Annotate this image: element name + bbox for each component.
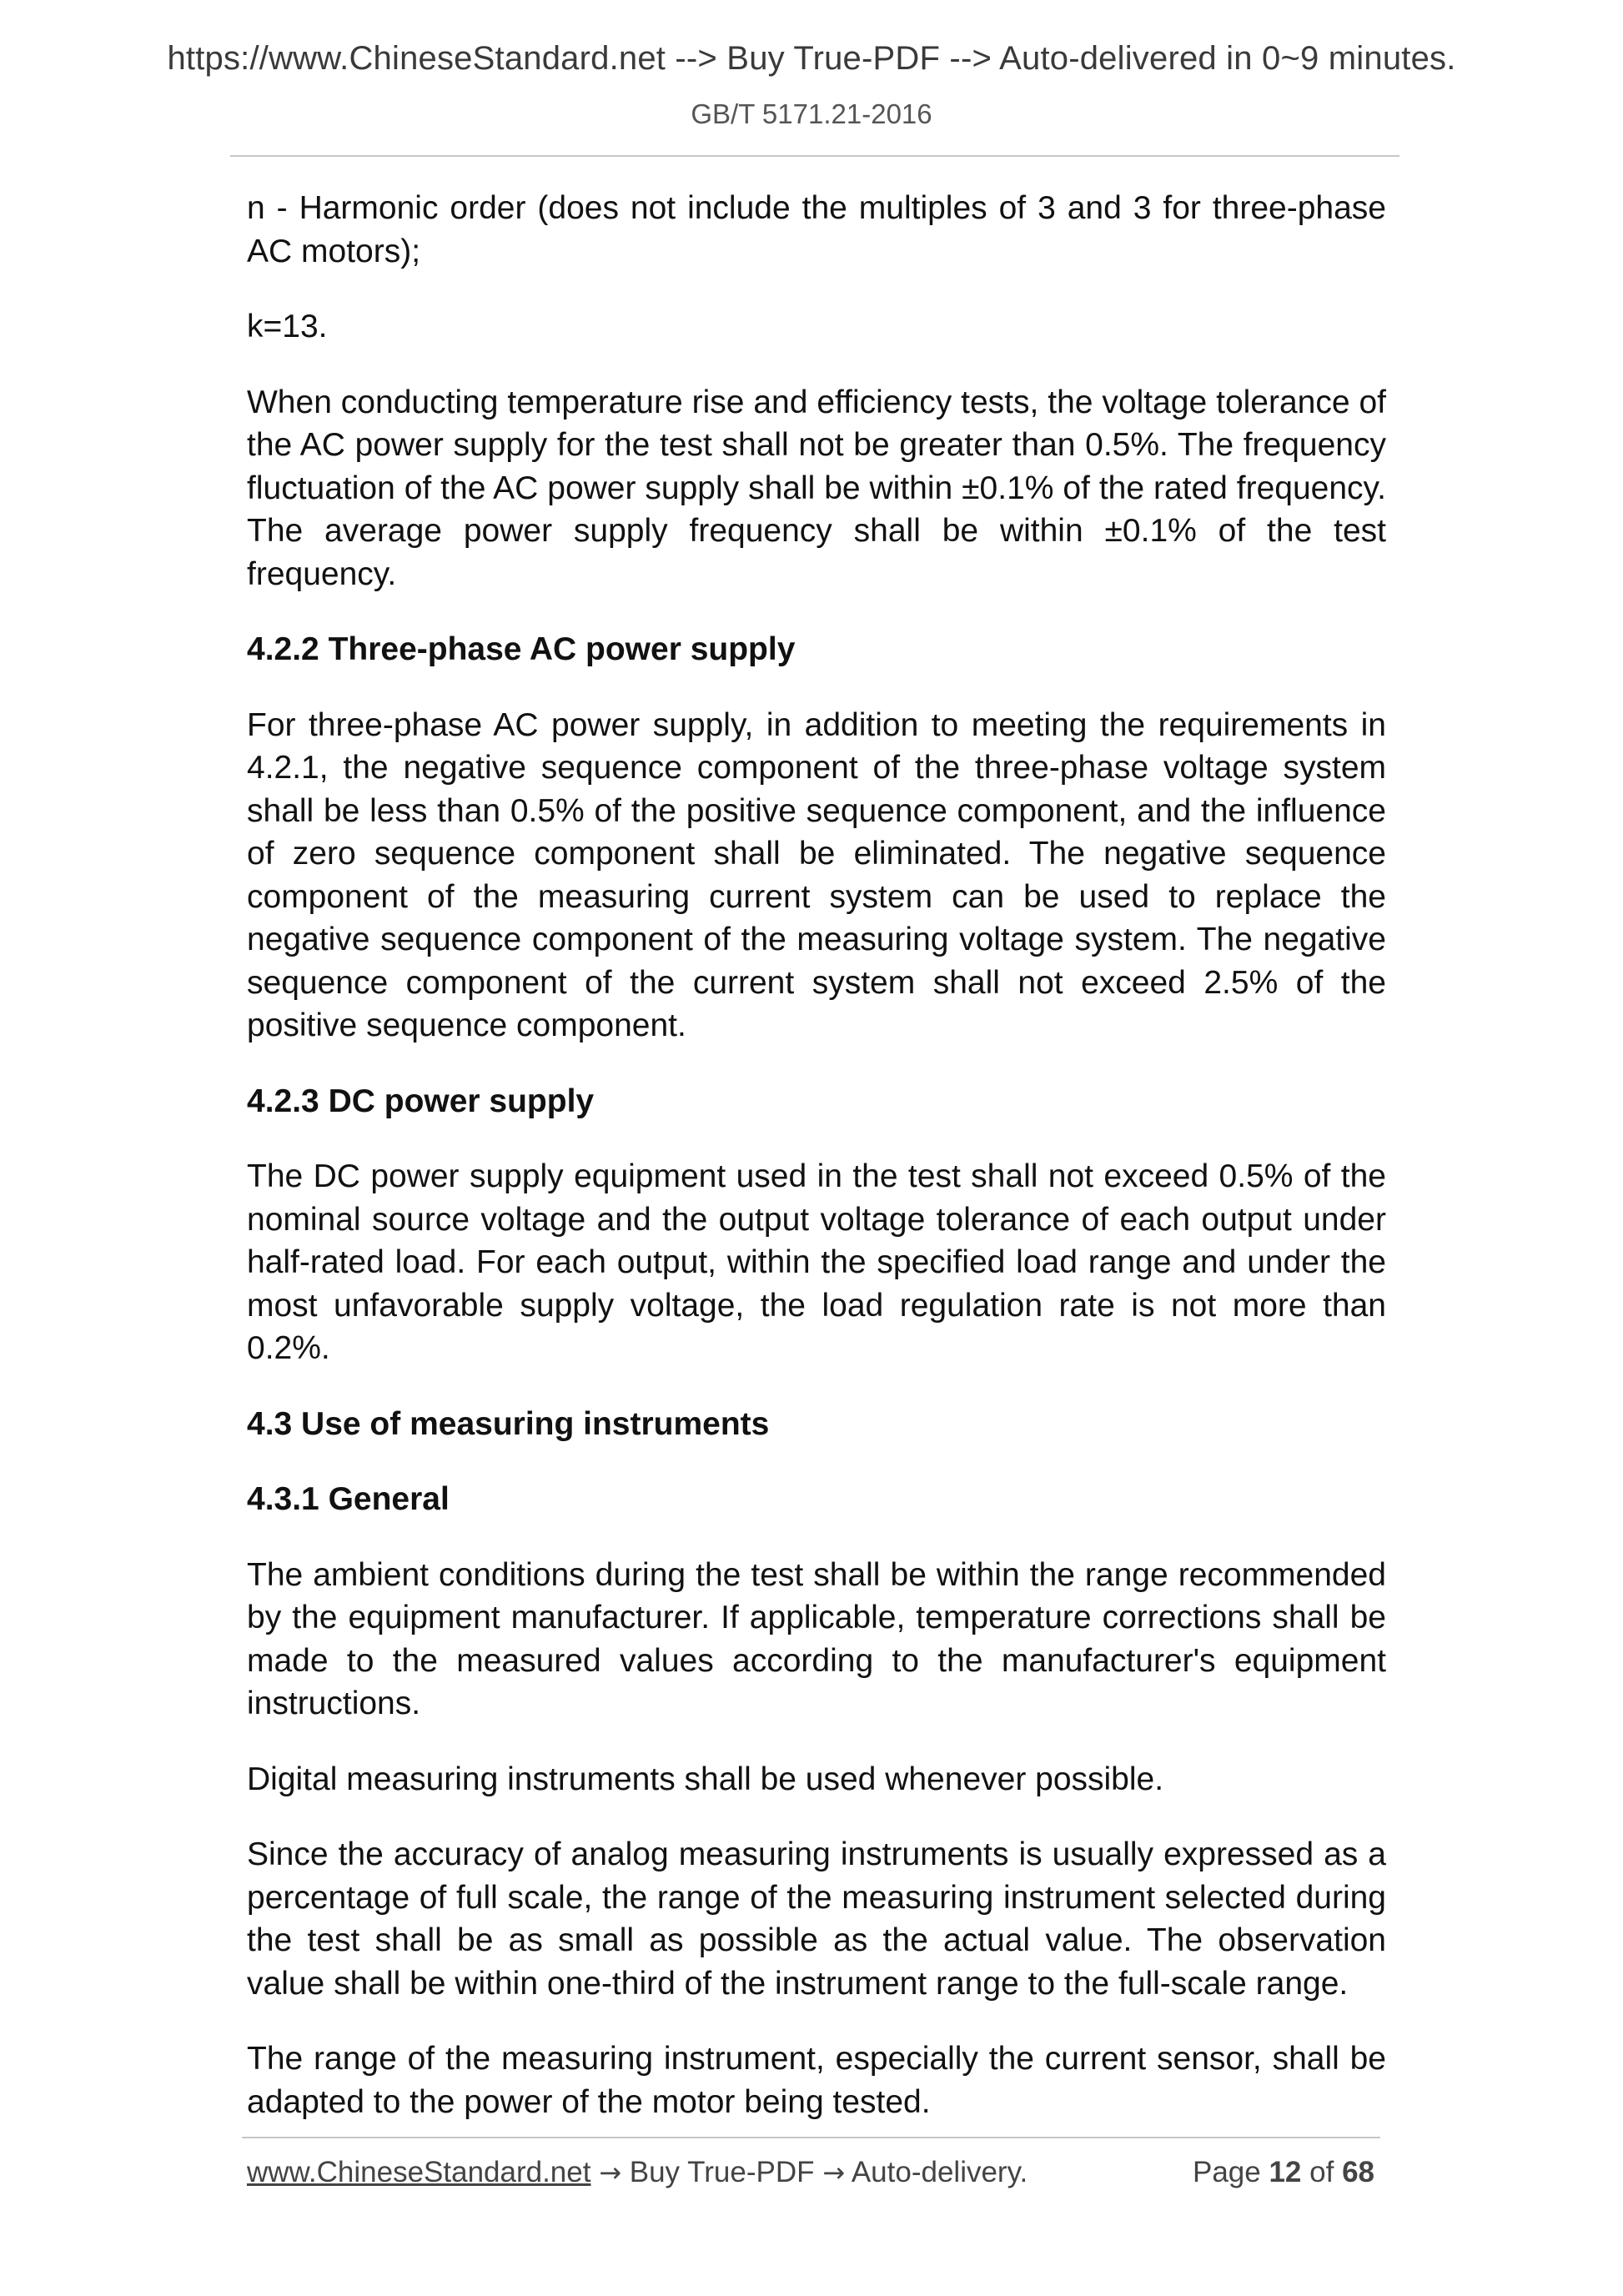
heading-4-3-1: 4.3.1 General bbox=[247, 1481, 450, 1517]
header-banner: https://www.ChineseStandard.net --> Buy True-PDF --> Auto-delivered in 0~9 minutes. bbox=[167, 40, 1456, 77]
page-content bbox=[247, 187, 1386, 2156]
arrow-right-icon: → bbox=[822, 2157, 846, 2188]
footer-divider bbox=[242, 2137, 1380, 2138]
paragraph-harmonic-order: n - Harmonic order (does not include the multiples of 3 and 3 for three-phase AC motors); bbox=[247, 190, 1386, 269]
paragraph-dc-power: The DC power supply equipment used in the test shall not exceed 0.5% of the nominal source voltage and the output voltage tolerance of each output under half-rated load. For each output, within the specified load range and under the most unfavorable supply voltage, the load regulation rate is not more than 0.2%. bbox=[247, 1158, 1386, 1366]
arrow-right-icon: → bbox=[599, 2157, 622, 2188]
heading-4-2-2: 4.2.2 Three-phase AC power supply bbox=[247, 631, 796, 667]
page-total: 68 bbox=[1342, 2156, 1374, 2188]
heading-4-3: 4.3 Use of measuring instruments bbox=[247, 1405, 770, 1442]
page-label: Page bbox=[1192, 2156, 1261, 2188]
paragraph-voltage-tolerance: When conducting temperature rise and efficiency tests, the voltage tolerance of the AC power supply for the test shall not be greater than 0.5%. The frequency fluctuation of the AC power supply shall be within ±0.1% of the rated frequency. The average power supply frequency shall be within ±0.1% of the test frequency. bbox=[247, 384, 1386, 592]
page-current: 12 bbox=[1269, 2156, 1302, 2188]
standard-number: GB/T 5171.21-2016 bbox=[691, 98, 932, 129]
paragraph-ambient-conditions: The ambient conditions during the test shall be within the range recommended by the equipment manufacturer. If applicable, temperature corrections shall be made to the measured values according to the manufacturer's equipment instructions. bbox=[247, 1556, 1386, 1721]
paragraph-analog-accuracy: Since the accuracy of analog measuring instruments is usually expressed as a percentage of full scale, the range of the measuring instrument selected during the test shall be as small as possible as the actual value. The observation value shall be within one-third of the instrument range to the full-scale range. bbox=[247, 1836, 1386, 2002]
paragraph-three-phase: For three-phase AC power supply, in addition to meeting the requirements in 4.2.1, the negative sequence component of the three-phase voltage system shall be less than 0.5% of the positive sequence component, and the influence of zero sequence component shall be eliminated. The negative sequence component of the measuring current system can be used to replace the negative sequence component of the measuring voltage system. The negative sequence component of the current system shall not exceed 2.5% of the positive sequence component. bbox=[247, 706, 1386, 1043]
of-label: of bbox=[1309, 2156, 1334, 2188]
paragraph-instrument-range: The range of the measuring instrument, especially the current sensor, shall be adapted to the power of the motor being tested. bbox=[247, 2041, 1386, 2120]
site-link[interactable]: www.ChineseStandard.net bbox=[247, 2156, 591, 2188]
page-indicator bbox=[1193, 2156, 1374, 2189]
buy-text: Buy True-PDF bbox=[629, 2156, 815, 2188]
paragraph-digital-instruments: Digital measuring instruments shall be used whenever possible. bbox=[247, 1761, 1164, 1797]
paragraph-k-value: k=13. bbox=[247, 309, 328, 344]
delivery-text: Auto-delivery. bbox=[851, 2156, 1028, 2188]
header-divider bbox=[230, 155, 1399, 157]
footer-left bbox=[247, 2156, 1028, 2189]
heading-4-2-3: 4.2.3 DC power supply bbox=[247, 1083, 595, 1119]
